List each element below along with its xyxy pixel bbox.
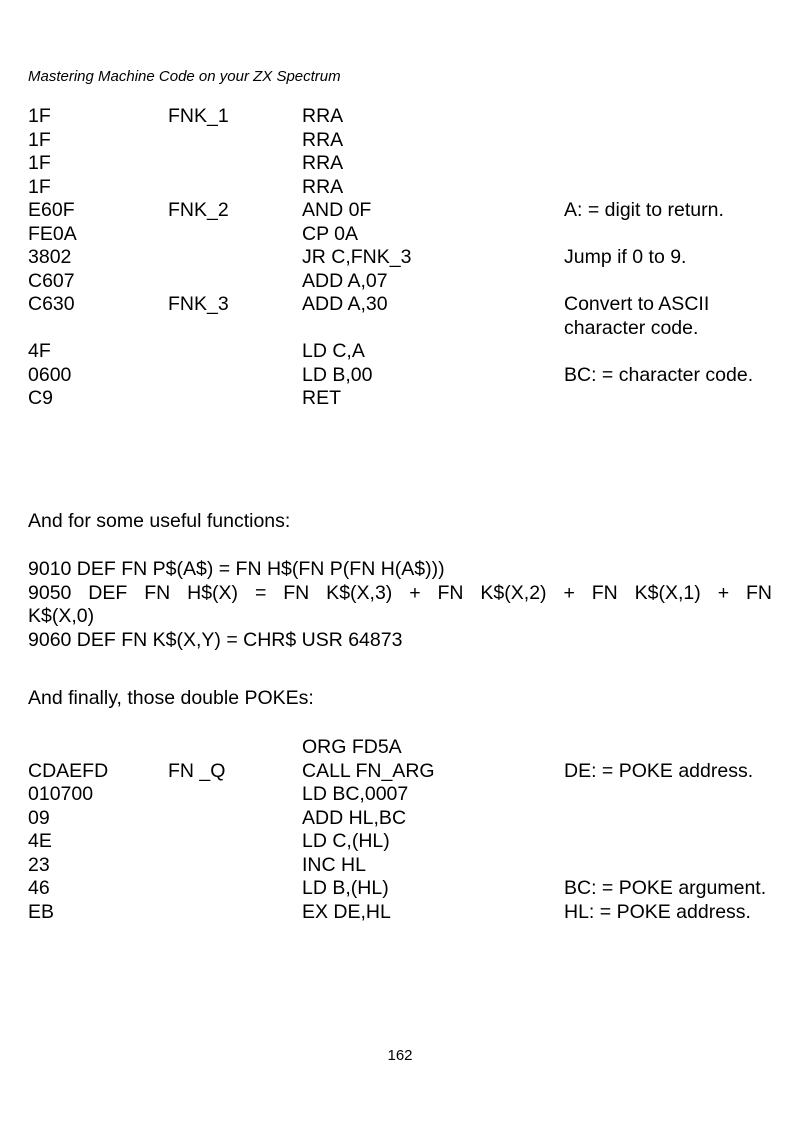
def-fn-line-9010: 9010 DEF FN P$(A$) = FN H$(FN P(FN H(A$))) [28,558,445,580]
hex-code: CDAEFD [28,759,109,782]
instruction: RRA [302,152,344,174]
hex-code: EB [28,900,55,923]
listing-row [28,340,778,364]
instruction: JR C,FNK_3 [302,246,412,268]
page-number: 162 [387,1047,413,1064]
instruction: EX DE,HL [302,900,391,923]
hex-code: 010700 [28,783,94,805]
listing-row [28,901,778,925]
instruction: RRA [302,105,344,127]
instruction: RRA [302,128,344,151]
listing-row [28,246,778,270]
instruction: ADD HL,BC [302,806,407,829]
listing-row [28,152,778,176]
hex-code: 3802 [28,246,72,268]
comment: HL: = POKE address. [564,900,751,923]
listing-row [28,387,778,411]
hex-code: 1F [28,128,51,151]
listing-row [28,199,778,223]
hex-code: 1F [28,175,51,198]
comment: DE: = POKE address. [564,759,754,782]
def-fn-line-9050-cont: K$(X,0) [28,605,95,627]
instruction: LD C,A [302,340,365,362]
hex-code: C9 [28,387,53,409]
instruction: ADD A,30 [302,293,388,315]
asm-label: FN _Q [168,759,226,782]
asm-label: FNK_3 [168,293,229,315]
comment: Convert to ASCII character code. [564,293,710,339]
comment: BC: = character code. [564,363,754,386]
listing-row [28,105,778,129]
running-head: Mastering Machine Code on your ZX Spectrum [28,68,341,85]
asm-label: FNK_1 [168,105,229,127]
instruction: ORG FD5A [302,736,402,758]
instruction: CALL FN_ARG [302,759,435,782]
code-listing-fnk [28,105,778,411]
listing-row [28,223,778,247]
listing-row [28,270,778,294]
instruction: ADD A,07 [302,269,388,292]
hex-code: C630 [28,293,75,315]
listing-row [28,854,778,878]
hex-code: 09 [28,806,50,829]
listing-row [28,364,778,388]
asm-label: FNK_2 [168,199,229,221]
code-listing-fn-q [28,736,778,924]
def-fn-line-9050: 9050 DEF FN H$(X) = FN K$(X,3) + FN K$(X,2) + FN K$(X,1) + FN [28,581,772,604]
listing-row [28,877,778,901]
listing-row [28,783,778,807]
instruction: RET [302,387,341,409]
comment: BC: = POKE argument. [564,877,767,899]
instruction: LD B,(HL) [302,877,389,899]
hex-code: FE0A [28,222,77,245]
hex-code: 1F [28,105,51,127]
listing-row [28,736,778,760]
listing-row [28,830,778,854]
instruction: LD BC,0007 [302,783,409,805]
hex-code: 0600 [28,363,72,386]
hex-code: E60F [28,199,75,221]
comment: A: = digit to return. [564,199,724,221]
listing-row [28,129,778,153]
comment: Jump if 0 to 9. [564,246,687,268]
hex-code: 4F [28,340,51,362]
listing-row [28,176,778,200]
hex-code: 23 [28,853,50,876]
instruction: INC HL [302,853,366,876]
para-useful-functions: And for some useful functions: [28,510,291,532]
hex-code: C607 [28,269,75,292]
instruction: CP 0A [302,222,359,245]
instruction: LD B,00 [302,363,373,386]
para-double-pokes: And finally, those double POKEs: [28,687,314,709]
def-fn-line-9060: 9060 DEF FN K$(X,Y) = CHR$ USR 64873 [28,628,403,651]
hex-code: 1F [28,152,51,174]
instruction: AND 0F [302,199,372,221]
hex-code: 4E [28,830,52,852]
listing-row [28,807,778,831]
instruction: LD C,(HL) [302,830,390,852]
def-fn-block [28,558,772,652]
hex-code: 46 [28,877,50,899]
listing-row [28,760,778,784]
listing-row [28,293,778,340]
instruction: RRA [302,175,344,198]
